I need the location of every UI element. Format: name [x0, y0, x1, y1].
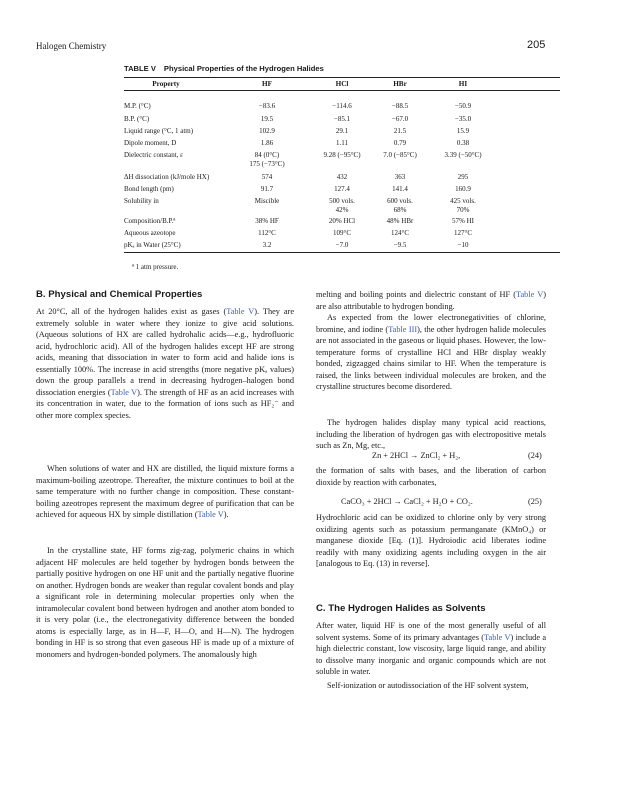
table-cell: 124°C [391, 229, 409, 237]
table-cell: −50.9 [454, 102, 472, 110]
table-cell: 20% HCl [328, 217, 356, 225]
table-cell: 7.0 (−85°C) [383, 151, 417, 159]
table-footnote: ª 1 atm pressure. [132, 263, 179, 271]
page-number: 205 [527, 39, 546, 51]
equation-25: CaCO₃ + 2HCl → CaCl₂ + H₂O + CO₂. [341, 497, 473, 506]
column-header: HCl [335, 80, 349, 88]
table-title: Physical Properties of the Hydrogen Halides [163, 64, 324, 73]
section-c-heading: C. The Hydrogen Halides as Solvents [316, 603, 486, 614]
row-label: Dipole moment, D [124, 139, 177, 147]
column-header: HI [458, 80, 468, 88]
column-header: HBr [393, 80, 407, 88]
table-cell: 425 vols. [450, 197, 476, 205]
table-cell: 295 [457, 173, 469, 181]
equation-24: Zn + 2HCl → ZnCl₂ + H₂, [372, 451, 461, 460]
paragraph-hydrogen-bonds: In the crystalline state, HF forms zig-zag, polymeric chains in which adjacent HF molecules are held together by hydrogen bonds between the partially positive hydrogen on one HF unit and the partially negative fluorine on another. Hydrogen bonds are weaker than regular covalent bonds and play a significant role in determining molecular properties only when the intramolecular covalent bond between hydrogen and another atom bonded to it is very polar (i.e., the electronegativity difference between the bonded atoms is especially large, as in H—F, H—O, and H—N). The hydrogen bonding in HF is so strong that even gaseous HF is made up of a mixture of monomers and hydrogen-bonded polymers. The anomalously high [36, 546, 294, 659]
paragraph-electronegativity: As expected from the lower electronegativities of chlorine, bromine, and iodine (Table III), the other hydrogen halide molecules are not associated in the gaseous or liquid phases. However, the low-temperature forms of crystalline HCl and HBr display weakly bonded, zigzagged chains similar to HF. When the temperature is raised, the links between individual molecules are broken, and the crystalline structures become disordered. [316, 313, 546, 392]
table-cell: 574 [261, 173, 273, 181]
paragraph-azeotrope: When solutions of water and HX are distilled, the liquid mixture forms a maximum-boiling azeotrope. Thereafter, the mixture continues to boil at the same temperature with no further change in composition. These constant-boiling azeotropes represent the maximum degree of purification that can be achieved for aqueous HX by simple distillation (Table V). [36, 464, 294, 520]
table-number: TABLE V [124, 64, 156, 73]
table-v-link[interactable]: Table V [226, 307, 255, 316]
table-cell: 127°C [454, 229, 472, 237]
table-cell: −67.0 [391, 115, 409, 123]
row-label: B.P. (°C) [124, 115, 150, 123]
column-header: HF [262, 80, 272, 88]
row-label: Composition/B.P.ª [124, 217, 176, 225]
table-cell: 84 (0°C) [254, 151, 280, 159]
paragraph-melting: melting and boiling points and dielectric constant of HF (Table V) are also attributable to hydrogen bonding. [316, 290, 547, 311]
table-cell: −88.5 [391, 102, 409, 110]
table-cell: 500 vols. [329, 197, 355, 205]
table-cell: 141.4 [392, 185, 408, 193]
table-cell: −83.6 [258, 102, 276, 110]
section-b-heading: B. Physical and Chemical Properties [36, 289, 203, 300]
table-cell: 70% [456, 206, 470, 214]
table-cell: 38% HF [255, 217, 279, 225]
row-label: ΔH dissociation (kJ/mole HX) [124, 173, 210, 181]
table-cell: 21.5 [393, 127, 407, 135]
table-cell: 127.4 [334, 185, 350, 193]
paragraph-salts: the formation of salts with bases, and the liberation of carbon dioxide by reaction with carbonates, [316, 466, 546, 487]
column-header: Property [152, 80, 180, 88]
table-cell: 160.9 [455, 185, 471, 193]
table-cell: 1.86 [260, 139, 274, 147]
table-cell: 3.39 (−50°C) [444, 151, 482, 159]
table-cell: 9.28 (−95°C) [323, 151, 361, 159]
paragraph-oxidation: Hydrochloric acid can be oxidized to chlorine only by very strong oxidizing agents such as potassium permanganate (KMnO₄) or manganese dioxide [Eq. (1)]. Hydroiodic acid liberates iodine readily with many oxidizing agents including oxygen in the air [analogous to Eq. (13) in reverse]. [316, 513, 546, 569]
table-cell: 363 [394, 173, 406, 181]
table-cell: 91.7 [260, 185, 274, 193]
paragraph-solvent: After water, liquid HF is one of the most generally useful of all solvent systems. Some of its primary advantages (Table V) include a high dielectric constant, low viscosity, large liquid range, and ability to dissolve many inorganic and organic compounds which are not soluble in water. [316, 621, 547, 677]
table-cell: 48% HBr [386, 217, 414, 225]
table-cell: 57% HI [452, 217, 474, 225]
table-cell: 0.38 [456, 139, 470, 147]
table-cell: 109°C [333, 229, 351, 237]
table-cell: −10 [457, 241, 469, 249]
running-title: Halogen Chemistry [36, 41, 107, 51]
table-cell: −35.0 [454, 115, 472, 123]
table-cell: 29.1 [335, 127, 349, 135]
table-cell: 19.5 [260, 115, 274, 123]
row-label: Aqueous azeotope [124, 229, 176, 237]
table-top-rule [124, 77, 560, 78]
table-cell: −7.0 [335, 241, 349, 249]
paragraph-gases: At 20°C, all of the hydrogen halides exist as gases (Table V). They are extremely soluble in water where they ionize to give acid solutions. (Aqueous solutions of HX are called hydrohalic acids—e.g., hydrofluoric acid, hydrochloric acid). All of the hydrogen halides except HF are strong acids, meaning that dissociation in water to form acid and halide ions is essentially 100%. The increase in acid strengths (more negative pKₐ values) down the group parallels a trend in decreasing hydrogen–halogen bond dissociation energies (Table V). The strength of HF as an acid increases with its concentration in water, due to the formation of ions such as HF₂⁻ and other more complex species. [36, 307, 294, 420]
table-bottom-rule [124, 252, 560, 253]
table-cell: −114.6 [332, 102, 352, 110]
table-v-link[interactable]: Table V [515, 290, 544, 299]
table-v-link[interactable]: Table V [484, 632, 511, 642]
row-label: pKₐ in Water (25°C) [124, 241, 181, 249]
table-header-rule [124, 90, 560, 91]
table-cell: 42% [335, 206, 349, 214]
table-cell: 15.9 [456, 127, 470, 135]
paragraph-acid-reactions: The hydrogen halides display many typical acid reactions, including the liberation of hydrogen gas with electropositive metals such as Zn, Mg, etc., [316, 418, 546, 451]
table-v-link[interactable]: Table V [110, 387, 138, 397]
table-cell: Miscible [254, 197, 280, 205]
table-cell: 432 [336, 173, 348, 181]
row-label: Liquid range (°C, 1 atm) [124, 127, 194, 135]
table-cell: 0.79 [393, 139, 407, 147]
equation-25-number: (25) [528, 497, 542, 506]
table-cell: −9.5 [393, 241, 407, 249]
table-cell: 1.11 [336, 139, 348, 147]
table-cell: 102.9 [259, 127, 275, 135]
table-caption [124, 64, 324, 73]
row-label: Solubility in [124, 197, 159, 205]
row-label: Dielectric constant, ε [124, 151, 184, 159]
table-cell: 112°C [258, 229, 276, 237]
row-label: M.P. (°C) [124, 102, 151, 110]
equation-24-number: (24) [528, 451, 542, 460]
table-iii-link[interactable]: Table III [388, 324, 418, 334]
row-label: Bond length (pm) [124, 185, 174, 193]
table-cell: 175 (−73°C) [249, 160, 285, 168]
table-cell: 68% [393, 206, 407, 214]
table-v-link[interactable]: Table V [197, 510, 224, 520]
table-cell: 600 vols. [387, 197, 413, 205]
table-cell: 3.2 [262, 241, 272, 249]
table-cell: −85.1 [333, 115, 351, 123]
paragraph-self-ionization: Self-ionization or autodissociation of the HF solvent system, [327, 681, 529, 690]
